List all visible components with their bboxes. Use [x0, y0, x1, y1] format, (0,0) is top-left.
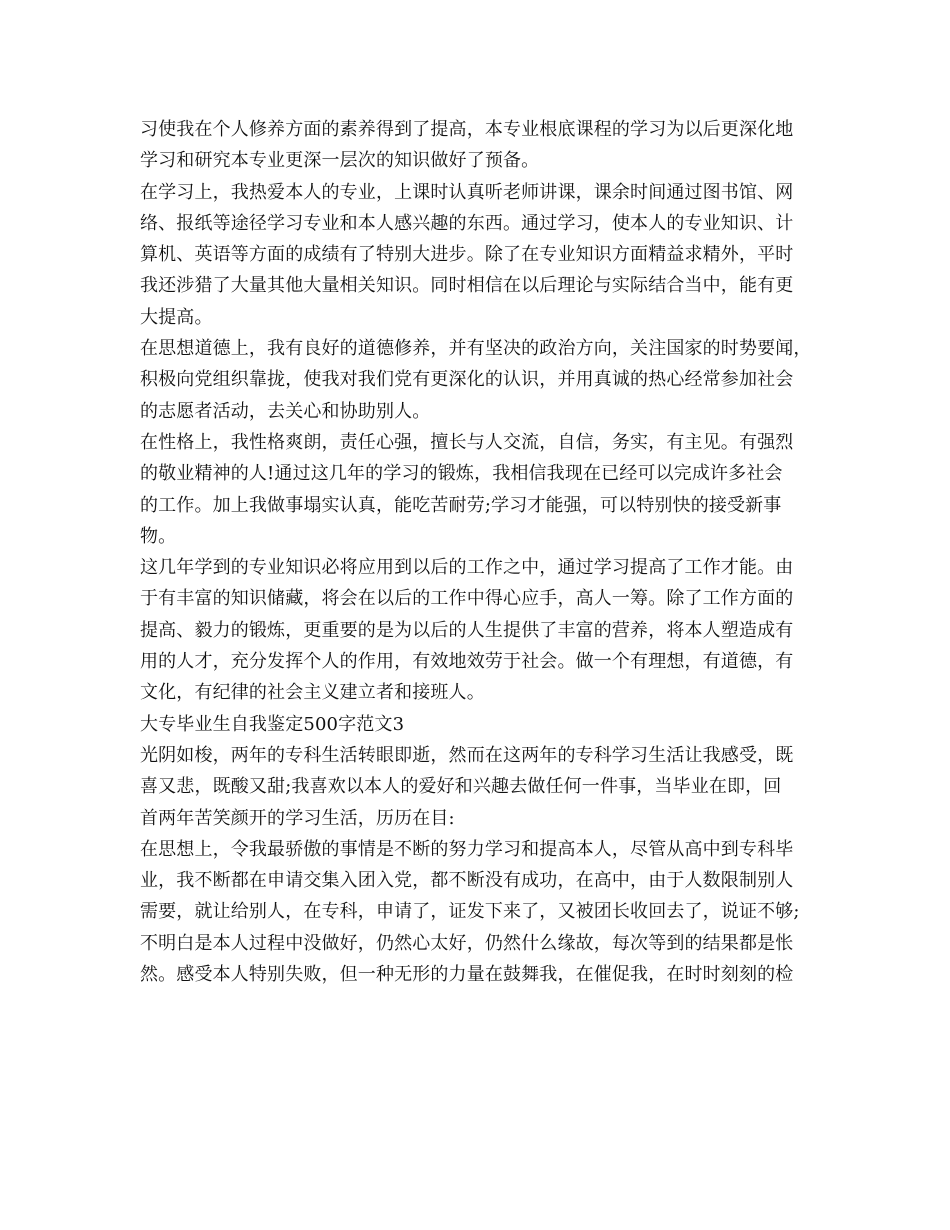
text-line: 光阴如梭，两年的专科生活转眼即逝，然而在这两年的专科学习生活让我感受，既 [140, 744, 794, 766]
text-line: 络、报纸等途径学习专业和本人感兴趣的东西。通过学习，使本人的专业知识、计 [140, 212, 794, 234]
text-line: 用的人才，充分发挥个人的作用，有效地效劳于社会。做一个有理想，有道德，有 [140, 651, 794, 673]
text-line: 物。 [140, 525, 177, 547]
text-line: 习使我在个人修养方面的素养得到了提高，本专业根底课程的学习为以后更深化地 [140, 119, 794, 140]
text-line: 在性格上，我性格爽朗，责任心强，擅长与人交流，自信，务实，有主见。有强烈 [140, 431, 794, 453]
text-line: 大提高。 [140, 306, 213, 328]
text-line: 需要，就让给别人，在专科，申请了，证发下来了，又被团长收回去了，说证不够; [140, 901, 800, 923]
text-line: 的工作。加上我做事塌实认真，能吃苦耐劳;学习才能强，可以特别快的接受新事 [140, 494, 782, 516]
text-line: 我还涉猎了大量其他大量相关知识。同时相信在以后理论与实际结合当中，能有更 [140, 275, 794, 297]
section-heading: 大专毕业生自我鉴定500字范文3 [140, 713, 405, 735]
text-line: 在思想上，令我最骄傲的事情是不断的努力学习和提高本人，尽管从高中到专科毕 [140, 838, 794, 860]
text-line: 文化，有纪律的社会主义建立者和接班人。 [140, 682, 485, 704]
text-line: 首两年苦笑颜开的学习生活，历历在目: [140, 807, 455, 829]
text-line: 算机、英语等方面的成绩有了特别大进步。除了在专业知识方面精益求精外，平时 [140, 244, 794, 266]
text-line: 这几年学到的专业知识必将应用到以后的工作之中，通过学习提高了工作才能。由 [140, 557, 794, 579]
text-line: 在学习上，我热爱本人的专业，上课时认真听老师讲课，课余时间通过图书馆、网 [140, 181, 794, 203]
text-line: 在思想道德上，我有良好的道德修养，并有坚决的政治方向，关注国家的时势要闻， [140, 338, 812, 360]
text-line: 学习和研究本专业更深一层次的知识做好了预备。 [140, 150, 540, 172]
text-line: 喜又悲，既酸又甜;我喜欢以本人的爱好和兴趣去做任何一件事，当毕业在即，回 [140, 776, 782, 798]
text-line: 不明白是本人过程中没做好，仍然心太好，仍然什么缘故，每次等到的结果都是怅 [140, 932, 794, 954]
text-line: 业，我不断都在申请交集入团入党，都不断没有成功，在高中，由于人数限制别人 [140, 870, 794, 892]
text-line: 提高、毅力的锻炼，更重要的是为以后的人生提供了丰富的营养，将本人塑造成有 [140, 619, 794, 641]
text-line: 于有丰富的知识储藏，将会在以后的工作中得心应手，高人一筹。除了工作方面的 [140, 588, 794, 610]
text-line: 的志愿者活动，去关心和协助别人。 [140, 400, 431, 422]
text-line: 积极向党组织靠拢，使我对我们党有更深化的认识，并用真诚的热心经常参加社会 [140, 369, 794, 391]
text-line: 然。感受本人特别失败，但一种无形的力量在鼓舞我，在催促我，在时时刻刻的检 [140, 964, 794, 986]
text-line: 的敬业精神的人!通过这几年的学习的锻炼，我相信我现在已经可以完成许多社会 [140, 463, 783, 485]
